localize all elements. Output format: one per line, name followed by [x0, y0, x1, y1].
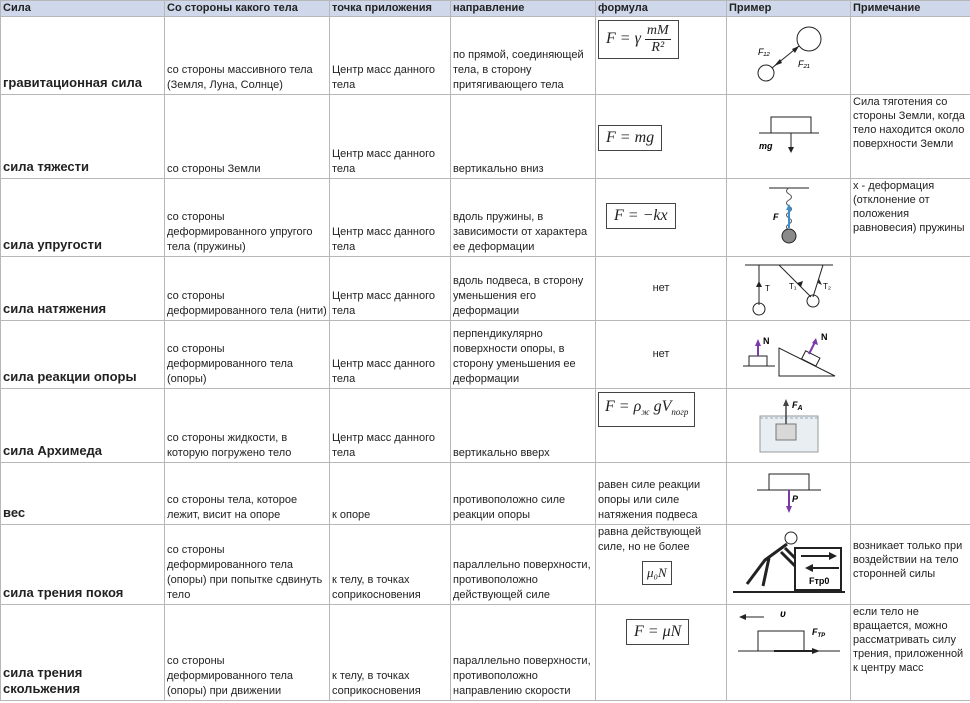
table-row — [1, 257, 970, 321]
force-source: со стороны Земли — [165, 95, 330, 179]
formula-mid: gV — [653, 398, 672, 415]
force-source: со стороны деформированного тела (нити) — [165, 257, 330, 321]
table-row — [1, 525, 970, 605]
force-formula: равен силе реакции опоры или силе натяжения подвеса — [596, 463, 727, 525]
force-direction: параллельно поверхности, противоположно направлению скорости — [451, 605, 596, 701]
force-point: к опоре — [330, 463, 451, 525]
force-point: Центр масс данного тела — [330, 321, 451, 389]
table-row — [1, 179, 970, 257]
table-row — [1, 95, 970, 179]
formula-lhs: F = ρ — [605, 398, 642, 415]
force-example — [727, 321, 851, 389]
force-source: со стороны жидкости, в которую погружено тело — [165, 389, 330, 463]
force-direction: вертикально вверх — [451, 389, 596, 463]
force-source: со стороны тела, которое лежит, висит на опоре — [165, 463, 330, 525]
force-source: со стороны массивного тела (Земля, Луна, Солнце) — [165, 17, 330, 95]
header-force: Сила — [1, 1, 165, 17]
force-example — [727, 389, 851, 463]
formula-box — [598, 392, 695, 427]
force-direction: параллельно поверхности, противоположно действующей силе — [451, 525, 596, 605]
weight-on-support-icon — [749, 468, 829, 518]
example-label-f: F — [772, 212, 778, 222]
force-note: x - деформация (отклонение от положения равновесия) пружины — [851, 179, 970, 257]
force-name: сила трения покоя — [1, 525, 165, 605]
box-on-surface-gravity-icon — [749, 111, 829, 161]
force-point: Центр масс данного тела — [330, 95, 451, 179]
force-point: Центр масс данного тела — [330, 389, 451, 463]
force-direction: по прямой, соединяющей тела, в сторону притягивающего тела — [451, 17, 596, 95]
force-direction: вдоль подвеса, в сторону уменьшения его деформации — [451, 257, 596, 321]
force-name: сила упругости — [1, 179, 165, 257]
force-point: к телу, в точках соприкосновения — [330, 605, 451, 701]
header-formula: формула — [596, 1, 727, 17]
two-bodies-gravity-icon — [754, 25, 824, 85]
example-label-p: P — [791, 494, 798, 504]
force-example — [727, 463, 851, 525]
force-point: к телу, в точках соприкосновения — [330, 525, 451, 605]
example-label-t: T — [764, 284, 770, 293]
table-row — [1, 17, 970, 95]
force-note: Сила тяготения со стороны Земли, когда тело находится около поверхности Земли — [851, 95, 970, 179]
example-label-f12: F₁₂ — [757, 47, 770, 57]
force-direction: вертикально вниз — [451, 95, 596, 179]
force-direction: противоположно силе реакции опоры — [451, 463, 596, 525]
force-note — [851, 389, 970, 463]
formula-box: F = −kx — [606, 203, 676, 229]
force-note: если тело не вращается, можно рассматривать силу трения, приложенной к центру масс — [851, 605, 970, 701]
header-source: Со стороны какого тела — [165, 1, 330, 17]
force-example — [727, 257, 851, 321]
force-example — [727, 525, 851, 605]
example-label-mg: mg — [758, 141, 772, 151]
man-pushing-box-icon — [729, 526, 849, 602]
force-note: возникает только при воздействии на тело сторонней силы — [851, 525, 970, 605]
formula-sub-submerged: погр — [671, 407, 689, 418]
force-name: сила трения скольжения — [1, 605, 165, 701]
force-note — [851, 463, 970, 525]
body-in-liquid-icon — [754, 394, 824, 456]
force-point: Центр масс данного тела — [330, 17, 451, 95]
spring-weight-icon — [759, 184, 819, 250]
header-row — [1, 1, 970, 17]
force-example — [727, 179, 851, 257]
support-reaction-icon — [739, 326, 839, 382]
force-direction: вдоль пружины, в зависимости от характера ее деформации — [451, 179, 596, 257]
force-formula — [596, 605, 727, 701]
formula-numerator: mM — [646, 23, 669, 38]
formula-box: μ₀N — [642, 561, 672, 585]
formula-sub-liquid: ж — [641, 407, 650, 418]
force-name: сила реакции опоры — [1, 321, 165, 389]
example-label-ftr0: Fтр0 — [809, 576, 830, 586]
force-source: со стороны деформированного упругого тела (пружины) — [165, 179, 330, 257]
table-row — [1, 605, 970, 701]
force-formula: нет — [596, 321, 727, 389]
force-formula — [596, 179, 727, 257]
force-name: вес — [1, 463, 165, 525]
force-point: Центр масс данного тела — [330, 179, 451, 257]
force-example — [727, 605, 851, 701]
formula-lhs: F = γ — [606, 30, 641, 48]
example-label-n1: N — [762, 336, 769, 346]
force-name: сила натяжения — [1, 257, 165, 321]
force-formula — [596, 95, 727, 179]
formula-box: F = mg — [598, 125, 662, 151]
header-example: Пример — [727, 1, 851, 17]
formula-box — [598, 20, 679, 59]
force-source: со стороны деформированного тела (опоры) при попытке сдвинуть тело — [165, 525, 330, 605]
force-source: со стороны деформированного тела (опоры) при движении — [165, 605, 330, 701]
force-name: гравитационная сила — [1, 17, 165, 95]
table-row — [1, 321, 970, 389]
force-formula — [596, 17, 727, 95]
header-note: Примечание — [851, 1, 970, 17]
example-label-t2: T₂ — [822, 282, 831, 291]
sliding-box-friction-icon — [734, 605, 844, 665]
header-point: точка приложения — [330, 1, 451, 17]
table-row — [1, 389, 970, 463]
force-note — [851, 17, 970, 95]
force-name: сила тяжести — [1, 95, 165, 179]
example-label-n2: N — [820, 332, 827, 342]
force-example — [727, 95, 851, 179]
formula-box: F = μN — [626, 619, 689, 645]
formula-text: равна действующей силе, но не более — [598, 526, 702, 553]
header-direction: направление — [451, 1, 596, 17]
force-note — [851, 257, 970, 321]
force-formula — [596, 389, 727, 463]
formula-fraction — [645, 23, 671, 56]
example-label-f21: F₂₁ — [797, 59, 810, 69]
force-formula — [596, 525, 727, 605]
formula-denominator: R² — [651, 40, 665, 55]
hanging-balls-tension-icon — [739, 259, 839, 317]
force-formula: нет — [596, 257, 727, 321]
example-label-fa: $F_A$ — [791, 400, 803, 412]
force-point: Центр масс данного тела — [330, 257, 451, 321]
force-example — [727, 17, 851, 95]
example-label-v: υ — [779, 609, 786, 620]
force-note — [851, 321, 970, 389]
force-direction: перпендикулярно поверхности опоры, в сторону уменьшения ее деформации — [451, 321, 596, 389]
table-row — [1, 463, 970, 525]
example-label-ftr: $F_{ТР}$ — [811, 627, 825, 639]
force-name: сила Архимеда — [1, 389, 165, 463]
example-label-t1: T₁ — [788, 282, 797, 291]
force-source: со стороны деформированного тела (опоры) — [165, 321, 330, 389]
